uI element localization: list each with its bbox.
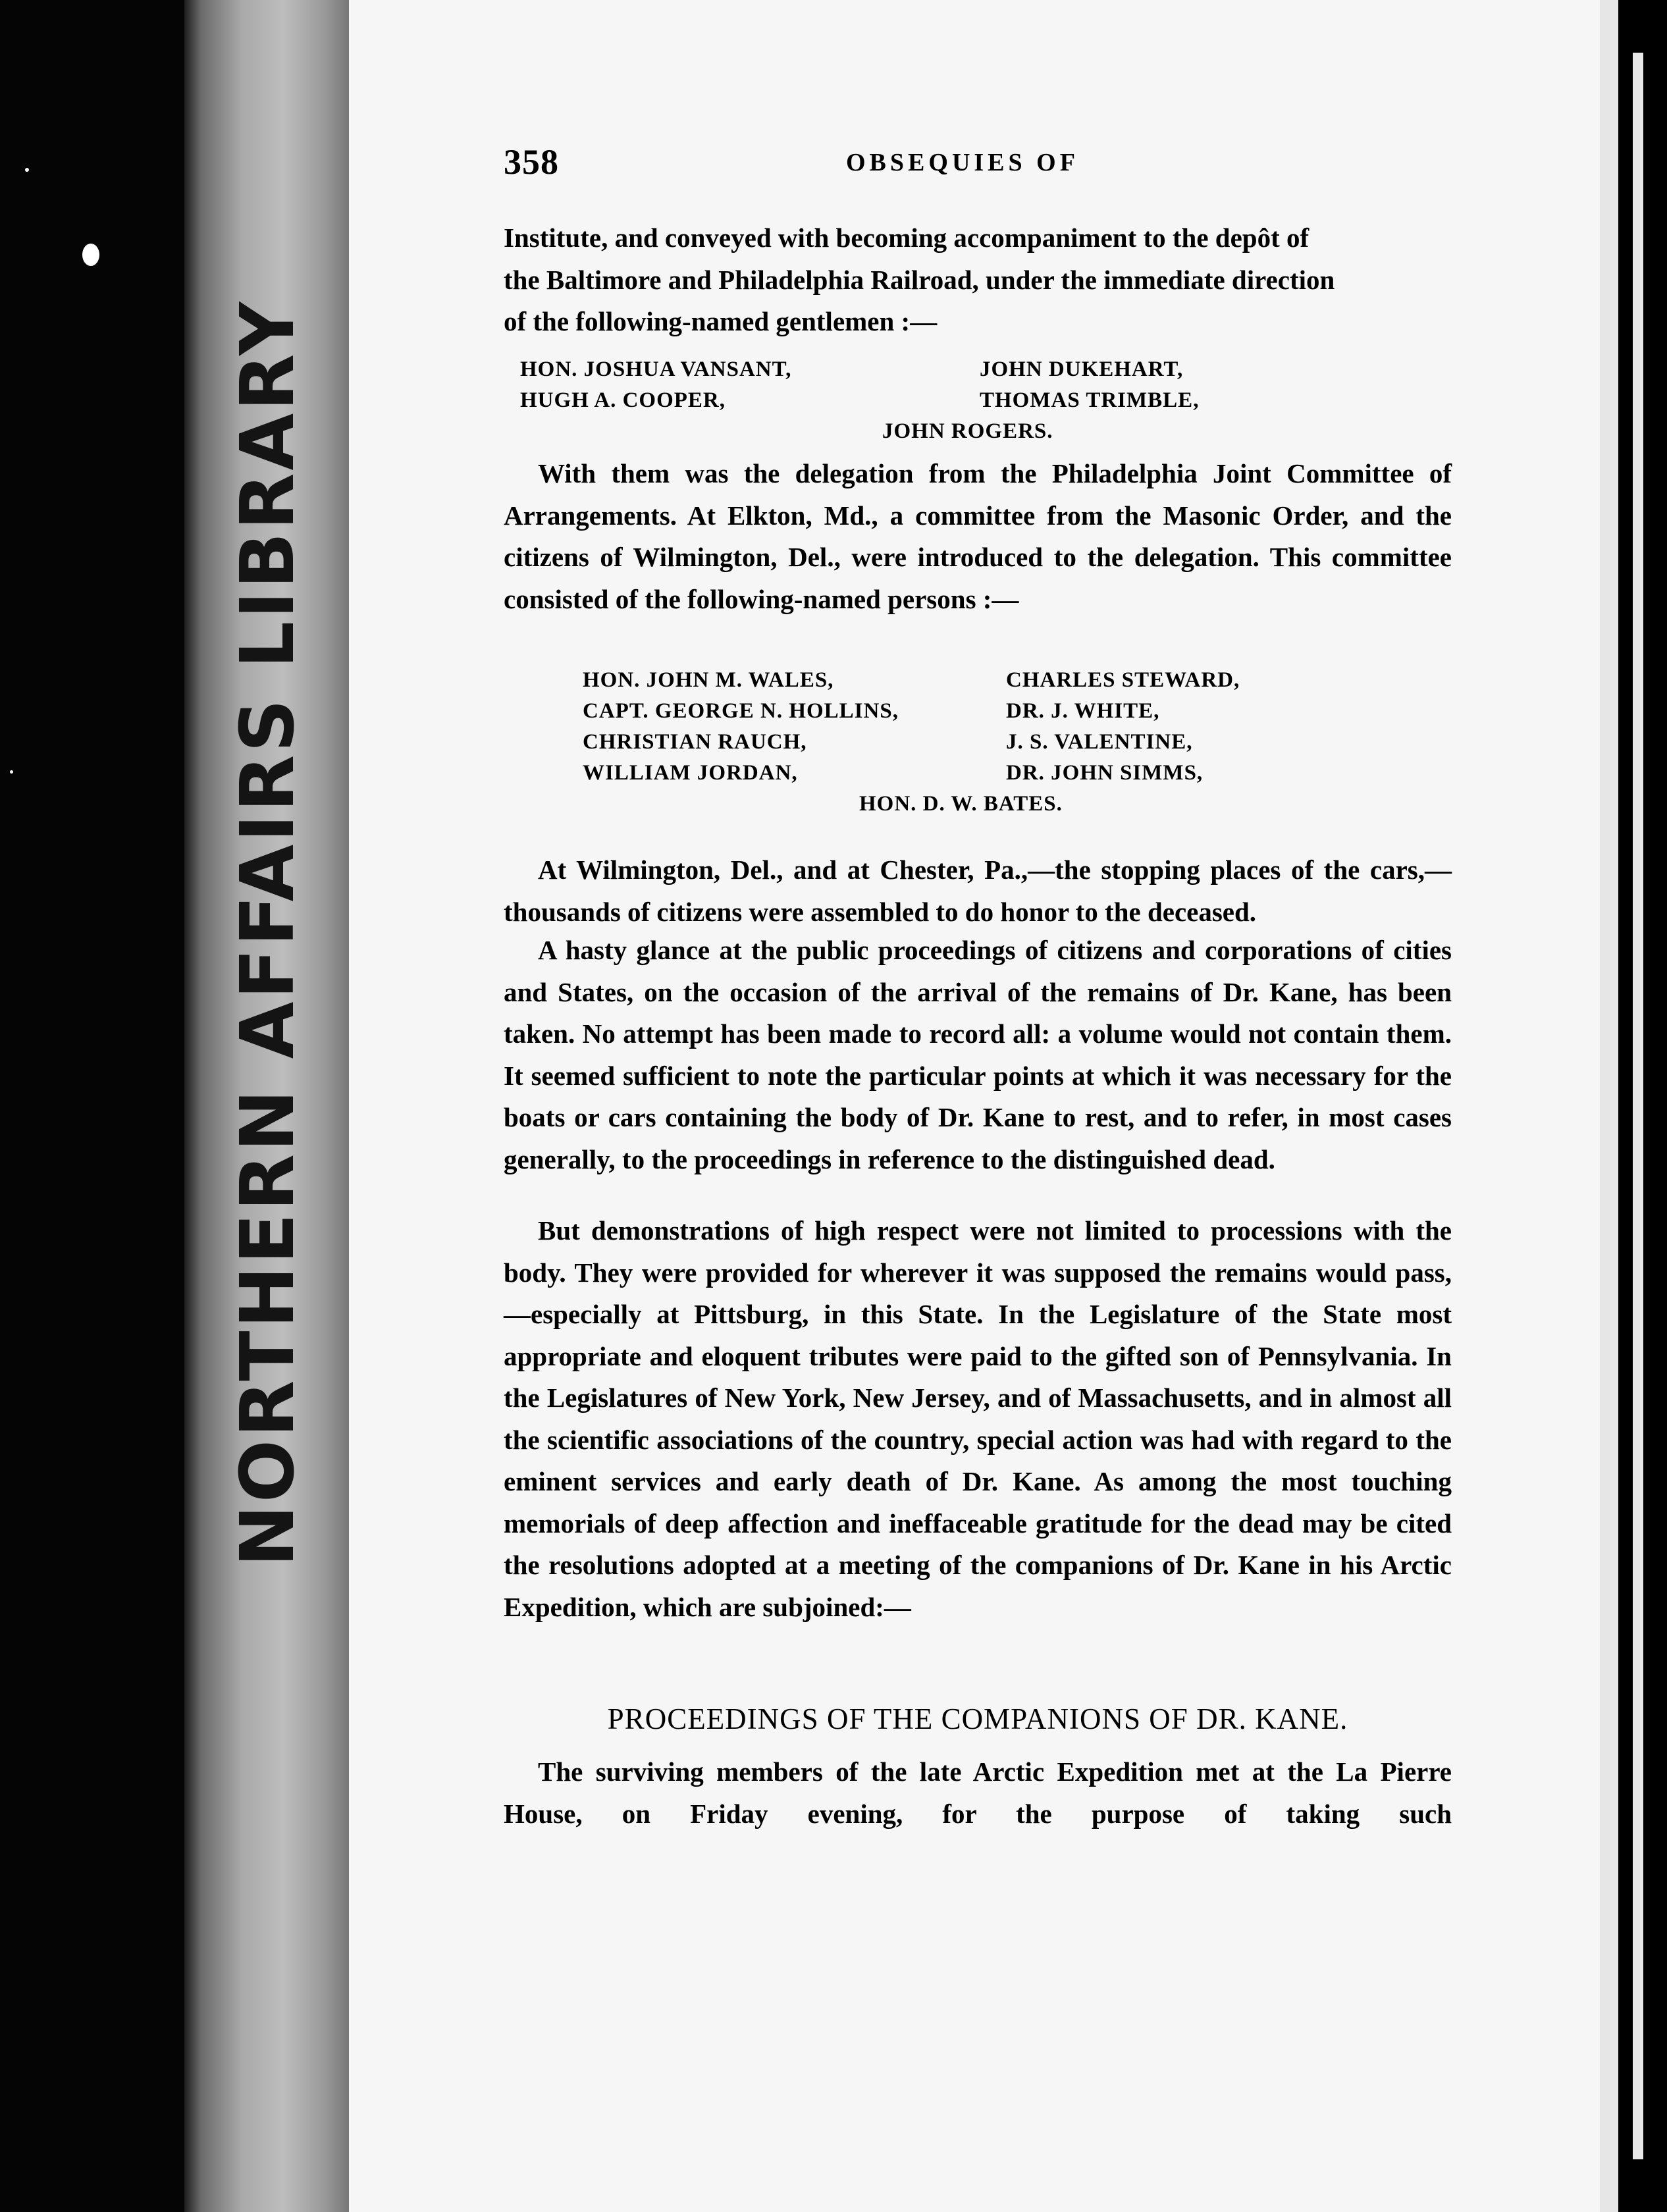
name-entry: CHRISTIAN RAUCH, <box>583 730 807 754</box>
name-list-2-right <box>1006 665 1240 789</box>
page-number: 358 <box>504 142 559 182</box>
name-entry: J. S. VALENTINE, <box>1006 730 1193 754</box>
film-speck <box>10 770 13 774</box>
name-entry: DR. JOHN SIMMS, <box>1006 761 1204 785</box>
section-heading: PROCEEDINGS OF THE COMPANIONS OF DR. KANE. <box>607 1702 1348 1735</box>
paragraph-1 <box>504 217 1452 343</box>
name-entry: HON. D. W. BATES. <box>859 792 1063 816</box>
name-list-2-left <box>583 665 899 789</box>
paragraph-2: With them was the delegation from the Philadelphia Joint Committee of Arrangements. At Elkton, Md., a committee from the Masonic Order, and the citizens of Wilmington, Del., were introduced to the delegation. This committee consisted of the following-named persons :— <box>504 458 1452 614</box>
text-line: the Baltimore and Philadelphia Railroad, under the immediate direction <box>504 264 1335 295</box>
name-entry: HON. JOSHUA VANSANT, <box>520 357 792 381</box>
text-line: of the following-named gentlemen :— <box>504 306 938 336</box>
film-border-strip <box>1633 53 1643 2159</box>
film-speck <box>82 244 99 266</box>
name-entry: DR. J. WHITE, <box>1006 699 1160 723</box>
name-entry: HUGH A. COOPER, <box>520 388 726 412</box>
paragraph-4: A hasty glance at the public proceedings of citizens and corporations of cities and States, on the occasion of the arrival of the remains of Dr. Kane, has been taken. No attempt has been made to record all: a volume would not contain them. It seemed sufficient to note the particular points at which it was necessary for the boats or cars containing the body of Dr. Kane to rest, and to refer, in most cases generally, to the proceedings in reference to the distinguished dead. <box>504 935 1452 1174</box>
paragraph-3: At Wilmington, Del., and at Chester, Pa.,—the stopping places of the cars,—thousands of citizens were assembled to do honor to the deceased. <box>504 855 1452 927</box>
running-head: OBSEQUIES OF <box>846 149 1079 176</box>
name-list-1-right <box>980 354 1199 416</box>
paragraph-6: The surviving members of the late Arctic Expedition met at the La Pierre House, on Friday evening, for the purpose of taking such <box>504 1756 1452 1829</box>
name-entry: WILLIAM JORDAN, <box>583 761 798 785</box>
library-stamp: NORTHERN AFFAIRS LIBRARY <box>225 299 311 1567</box>
name-entry: CAPT. GEORGE N. HOLLINS, <box>583 699 899 723</box>
name-entry: HON. JOHN M. WALES, <box>583 668 834 692</box>
name-entry: CHARLES STEWARD, <box>1006 668 1240 692</box>
name-list-1-left <box>520 354 791 416</box>
name-entry: JOHN DUKEHART, <box>980 357 1184 381</box>
name-list-2-center <box>859 789 1063 820</box>
paragraph-5: But demonstrations of high respect were not limited to processions with the body. They were provided for wherever it was supposed the remains would pass,—especially at Pittsburg, in this State. In the Legislature of the State most appropriate and eloquent tributes were paid to the gifted son of Pennsylvania. In the Legislatures of New York, New Jersey, and of Massachusetts, and in almost all the scientific associations of the country, special action was had with regard to the eminent services and early death of Dr. Kane. As among the most touching memorials of deep affection and ineffaceable gratitude for the dead may be cited the resolutions adopted at a meeting of the companions of Dr. Kane in his Arctic Expedition, which are subjoined:— <box>504 1215 1452 1622</box>
name-list-1-center <box>882 416 1053 447</box>
text-line: Institute, and conveyed with becoming accompaniment to the depôt of <box>504 223 1310 253</box>
film-border-left <box>0 0 184 2212</box>
name-entry: THOMAS TRIMBLE, <box>980 388 1200 412</box>
page-edge <box>1600 0 1618 2212</box>
page-header <box>504 142 1452 181</box>
name-entry: JOHN ROGERS. <box>882 419 1053 443</box>
film-speck <box>25 168 29 172</box>
